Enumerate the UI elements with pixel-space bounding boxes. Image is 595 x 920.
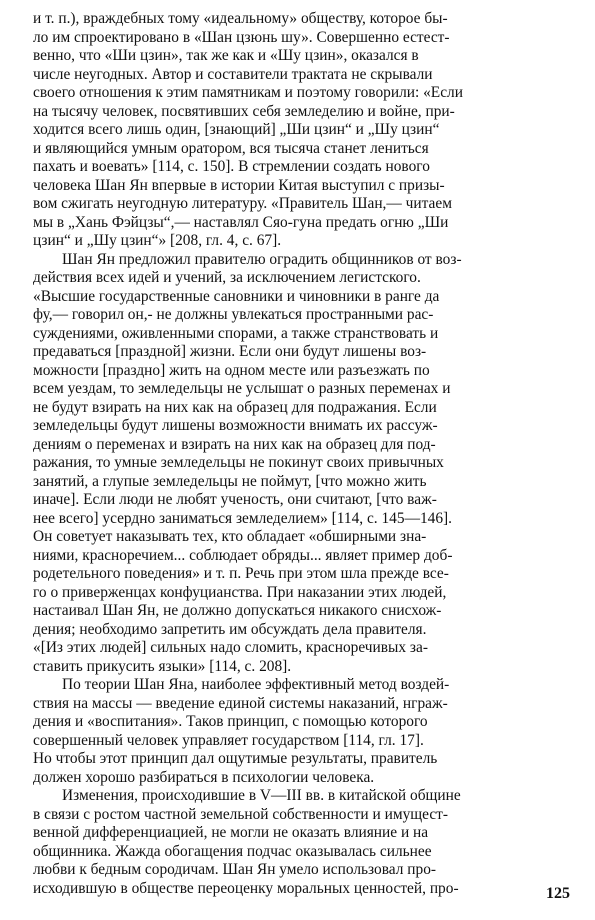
paragraph-3 [33, 676, 569, 787]
text-line: общинника. Жажда обогащения подчас оказывалась сильнее [33, 842, 432, 860]
text-line: предаваться [праздной] жизни. Если они будут лишены воз- [33, 343, 427, 360]
text-line: действия всех идей и учений, за исключением легистского. [33, 269, 421, 286]
text-line: го о приверженцах конфуцианства. При наказании этих людей, [33, 583, 447, 601]
text-line: настаивал Шан Ян, не должно допускаться никакого снисхож- [33, 602, 442, 619]
text-line: «[Из этих людей] сильных надо сломить, красноречивых за- [33, 639, 428, 656]
text-line: совершенный человек управляет государством [114, гл. 17]. [33, 731, 424, 749]
text-line: должен хорошо разбираться в психологии человека. [33, 768, 375, 786]
text-line: ло им спроектировано в «Шан цзюнь шу». Совершенно естест- [33, 28, 450, 46]
paragraph-1 [33, 10, 569, 251]
text-line: можности [праздно] жить на одном месте или разъезжать по [33, 361, 430, 379]
text-line: «Высшие государственные сановники и чиновники в ранге да [33, 287, 440, 305]
text-line: Но чтобы этот принцип дал ощутимые результаты, правитель [33, 750, 438, 767]
text-line: нее всего] усердно заниматься земледелием» [114, с. 145—146]. [33, 509, 453, 527]
text-line: дения и «воспитания». Таков принцип, с помощью которого [33, 713, 428, 730]
text-line: числе неугодных. Автор и составители трактата не скрывали [33, 65, 433, 83]
text-line: Шан Ян предложил правителю оградить общинников от воз- [62, 250, 462, 268]
text-line: ставить прикусить языки» [114, с. 208]. [33, 657, 292, 675]
text-line: и т. п.), враждебных тому «идеальному» обществу, которое бы- [33, 10, 448, 27]
text-line: венно, что «Ши цзин», так же как и «Шу цзин», оказался в [33, 47, 419, 64]
text-line: вом сжигать неугодную литературу. «Правитель Шан,— читаем [33, 195, 452, 212]
text-line: фу,— говорил он,- не должны увлекаться пространными рас- [33, 306, 434, 323]
text-line: По теории Шан Яна, наиболее эффективный метод воздей- [62, 676, 450, 693]
text-line: не будут взирать на них как на образец для подражания. Если [33, 398, 437, 416]
text-line: ражания, то умные земледельцы не покинут своих привычных [33, 454, 444, 471]
text-line: на тысячу человек, посвятивших себя земледелию и войне, при- [33, 102, 455, 120]
text-line: мы в „Хань Фэйцзы“,— наставлял Сяо-гуна предать огню „Ши [33, 213, 449, 231]
text-line: своего отношения к этим памятникам и поэтому говорили: «Если [33, 84, 463, 101]
text-line: ходится всего лишь один, [знающий] „Ши цзин“ и „Шу цзин“ [33, 121, 440, 138]
text-line: суждениями, оживленными спорами, а также странствовать и [33, 324, 439, 342]
text-line: исходившую в обществе переоценку моральных ценностей, про- [33, 879, 459, 897]
paragraph-2 [33, 251, 569, 677]
text-line: всем уездам, то земледельцы не услышат о разных переменах и [33, 380, 451, 397]
text-line: Изменения, происходившие в V—III вв. в китайской общине [62, 787, 461, 804]
text-line: пахать и воевать» [114, с. 150]. В стремлении создать нового [33, 158, 430, 175]
text-line: ниями, красноречием... соблюдает обряды... являет пример доб- [33, 546, 453, 564]
text-line: дения; необходимо запретить им обсуждать дела правителя. [33, 620, 427, 638]
text-line: любви к бедным сородичам. Шан Ян умело использовал про- [33, 861, 437, 878]
text-line: венной дифференциацией, не могли не оказать влияние и на [33, 824, 429, 841]
text-line: дениям о переменах и взирать на них как на образец для под- [33, 435, 436, 453]
text-line: цзин“ и „Шу цзин“» [208, гл. 4, с. 67]. [33, 232, 282, 249]
text-line: родетельного поведения» и т. п. Речь при этом шла прежде все- [33, 565, 449, 582]
text-line: в связи с ростом частной земельной собственности и имущест- [33, 805, 449, 823]
text-column [33, 10, 569, 898]
text-line: земледельцы будут лишены возможности внимать их рассуж- [33, 417, 438, 434]
text-line: занятий, а глупые земледельцы не поймут, [что можно жить [33, 472, 427, 490]
text-line: Он советует наказывать тех, кто обладает «обширными зна- [33, 528, 427, 545]
paragraph-4 [33, 787, 569, 898]
text-line: и являющийся умным оратором, вся тысяча станет лениться [33, 139, 429, 157]
text-line: человека Шан Ян впервые в истории Китая выступил с призы- [33, 176, 445, 194]
text-line: иначе]. Если люди не любят ученость, они считают, [что важ- [33, 491, 437, 508]
text-line: ствия на массы — введение единой системы наказаний, нграж- [33, 694, 448, 712]
page-number: 125 [546, 885, 570, 902]
